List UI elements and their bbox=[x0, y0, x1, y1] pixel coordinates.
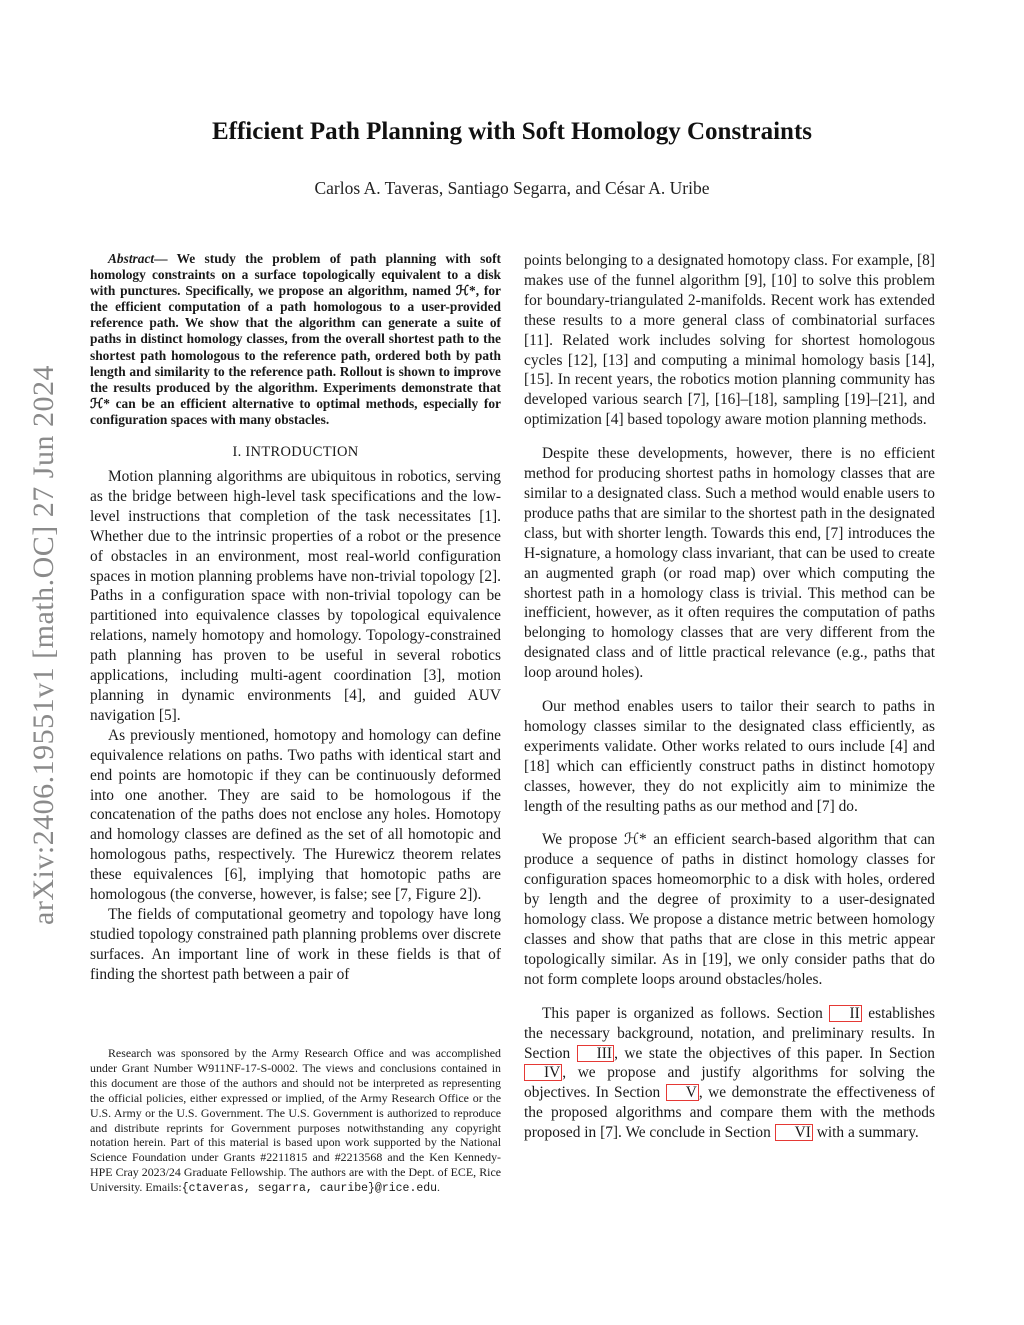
abstract-text: — We study the problem of path planning with soft homology constraints on a surface topologically equivalent to a disk with punctures. Specifically, we propose an algorithm, named ℋ*, for the efficient computation of a path homologous to a user-provided reference path. We show that the algorithm can generate a suite of paths in distinct homology classes, from the overall shortest path to the shortest path homologous to the reference path, ordered both by path length and similarity to the reference path. Rollout is shown to improve the results produced by the algorithm. Experiments demonstrate that ℋ* can be an efficient alternative to optimal methods, especially for configuration spaces with many obstacles. bbox=[90, 251, 501, 427]
abstract bbox=[90, 251, 501, 428]
paper-title: Efficient Path Planning with Soft Homology Constraints bbox=[211, 118, 813, 145]
outline-text-3: , we state the objectives of this paper. In Section bbox=[614, 1044, 935, 1062]
paper-authors: Carlos A. Taveras, Santiago Segarra, and César A. Uribe bbox=[314, 178, 710, 198]
intro-paragraph-3: The fields of computational geometry and topology have long studied topology constrained path planning problems over discrete surfaces. An important line of work in these fields is that of finding the shortest path between a pair of bbox=[90, 905, 501, 983]
section-link-ii[interactable]: II bbox=[829, 1005, 861, 1022]
footnote-text: Research was sponsored by the Army Research Office and was accomplished under Grant Number W911NF-17-S-0002. The views and conclusions contained in this document are those of the authors and should not be interpreted as representing the official policies, either expressed or implied, of the Army Research Office or the U.S. Army or the U.S. Government. The U.S. Government is authorized to reproduce and distribute reprints for Government purposes notwithstanding any copyright notation herein. Part of this material is based upon work supported by the National Science Foundation under Grants #2211815 and #2213568 and the Ken Kennedy-HPE Cray 2023/24 Graduate Fellowship. The authors are with the Dept. of ECE, Rice University. Emails: bbox=[90, 1046, 501, 1195]
right-paragraph-3: Our method enables users to tailor their search to paths in homology classes similar to the designated class efficiently, as experiments validate. Other works related to ours include [4] and [18] which can efficiently construct paths in distinct homotopy classes, however, they do not explicitly aim to minimize the length of the resulting paths as our method and [7] do. bbox=[524, 698, 935, 815]
outline-text-2: establishes the necessary background, notation, and preliminary results. In Section bbox=[524, 1004, 935, 1062]
left-column bbox=[90, 251, 501, 985]
right-column bbox=[524, 251, 935, 1143]
abstract-lead: Abstract bbox=[108, 251, 155, 266]
footnote-end: . bbox=[437, 1180, 441, 1195]
footnote bbox=[90, 1046, 501, 1197]
intro-paragraph-2: As previously mentioned, homotopy and homology can define equivalence relations on paths. Two paths with identical start and end points are homotopic if they can be continuously deformed into one another. They are said to be homologous if the concatenation of the paths does not enclose any holes. Homotopy and homology classes are defined as the set of all homotopic and homologous paths, respectively. The Hurewicz theorem relates these equivalences [6], implying that homotopic paths are homologous (the converse, however, is false; see [7, Figure 2]). bbox=[90, 726, 501, 904]
arxiv-identifier-text: arXiv:2406.19551v1 [math.OC] 27 Jun 2024 bbox=[27, 365, 60, 925]
section-link-v[interactable]: V bbox=[666, 1084, 699, 1101]
right-paragraph-1: points belonging to a designated homotopy class. For example, [8] makes use of the funnel algorithm [9], [10] to solve this problem for boundary-triangulated 2-manifolds. Recent work has extended these results to a more general class of combinatorial surfaces [11]. Related work includes solving for shortest homologous cycles [12], [13] and computing a minimal homology basis [14], [15]. In recent years, the robotics motion planning community has developed various search [7], [16]–[18], sampling [19]–[21], and optimization [4] based topology aware motion planning methods. bbox=[524, 252, 935, 429]
right-paragraph-2: Despite these developments, however, there is no efficient method for producing shortest paths in homology classes that are similar to a designated class. Such a method would enable users to produce paths that are similar to the shortest path in the designated class, but with shorter length. Towards this end, [7] introduces the H-signature, a homology class invariant, that can be used to create an augmented graph (or road map) over which computing the shortest path in a homology class is trivial. This method can be inefficient, however, as it often requires the computation of paths belonging to homology classes that are very different from the designated class and of little practical relevance (e.g., paths that loop around holes). bbox=[524, 445, 935, 682]
outline-text-6: with a summary. bbox=[812, 1124, 919, 1142]
outline-text-1: This paper is organized as follows. Section bbox=[542, 1004, 830, 1022]
footnote-emails[interactable]: {ctaveras, segarra, cauribe}@rice.edu bbox=[181, 1182, 438, 1196]
right-paragraph-5 bbox=[524, 1004, 935, 1143]
section-heading-introduction: I. INTRODUCTION bbox=[232, 444, 359, 461]
section-link-vi[interactable]: VI bbox=[775, 1124, 813, 1141]
intro-paragraph-1: Motion planning algorithms are ubiquitous in robotics, serving as the bridge between high-level task specifications and the low-level instructions that completion of the task necessitates [1]. Whether due to the intrinsic properties of a robot or the presence of obstacles in an environment, most real-world configuration spaces in motion planning problems have non-trivial topology [2]. Paths in a configuration space with non-trivial topology can be partitioned into equivalence classes by topological equivalence relations, namely homotopy and homology. Topology-constrained path planning has proven to be useful in several robotics applications, including multi-agent coordination [3], motion planning in dynamic environments [4], and guided AUV navigation [5]. bbox=[90, 468, 501, 724]
section-link-iv[interactable]: IV bbox=[524, 1064, 562, 1081]
section-link-iii[interactable]: III bbox=[577, 1045, 614, 1062]
outline-text-4: , we propose and justify algorithms for solving the objectives. In Section bbox=[524, 1064, 935, 1102]
arxiv-identifier bbox=[22, 335, 66, 955]
outline-text-5: , we demonstrate the effectiveness of the proposed algorithms and compare them with the methods proposed in [7]. We conclude in Section bbox=[524, 1084, 935, 1142]
right-paragraph-4: We propose ℋ* an efficient search-based algorithm that can produce a sequence of paths in distinct homology classes for configuration spaces homeomorphic to a disk with holes, ordered by length and the degree of proximity to a user-designated homology class. We propose a distance metric between homology classes and show that paths that are close in this metric appear topologically similar. As in [19], we only consider paths that do not form complete loops around obstacles/holes. bbox=[524, 831, 935, 988]
